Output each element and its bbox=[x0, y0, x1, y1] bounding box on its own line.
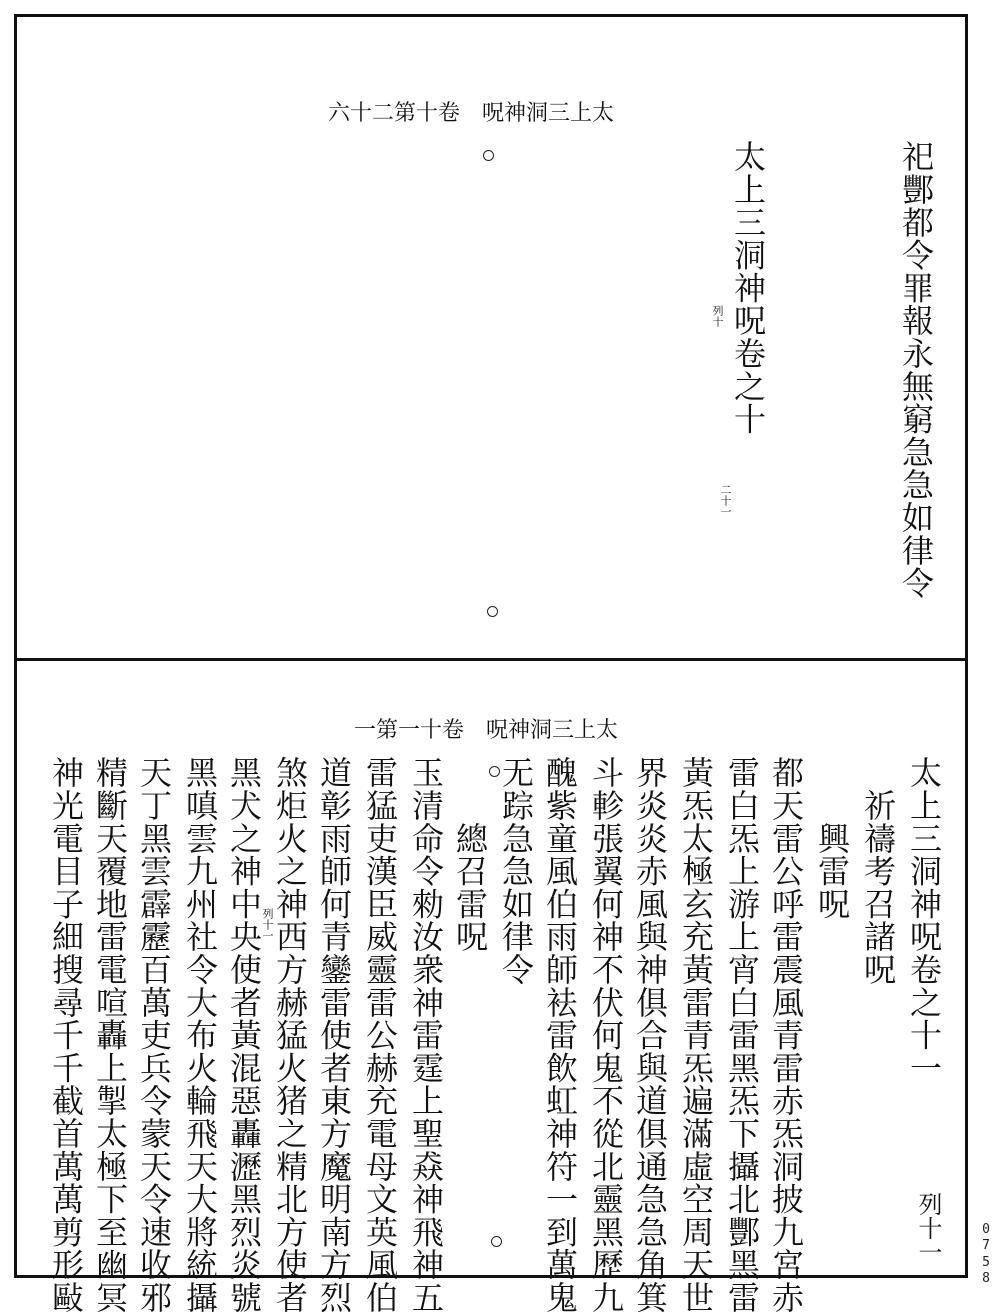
text-column: 天丁黑雲霹靂百萬吏兵令蒙天令速收邪 bbox=[135, 756, 173, 1314]
marginal-mark: 列十 bbox=[711, 305, 724, 327]
punch-hole-mark bbox=[491, 1236, 502, 1247]
text-column: 煞炬火之神西方赫猛火猪之精北方使者 bbox=[271, 756, 309, 1314]
page-number bbox=[978, 1222, 994, 1287]
page-number-digit: 8 bbox=[982, 1270, 990, 1286]
text-column: 黑嗔雲九州社令大布火輪飛天大將統攝 bbox=[181, 756, 219, 1314]
text-column: 无踪急急如律令 bbox=[497, 756, 535, 986]
volume-mark: 列十一 bbox=[914, 1192, 942, 1264]
text-column: 黃炁太極玄充黃雷青炁遍滿虛空周天世 bbox=[677, 756, 715, 1314]
spread-divider bbox=[14, 658, 968, 661]
text-column: 精斷天覆地雷電喧轟上掣太極下至幽冥 bbox=[91, 756, 129, 1314]
page-number-digit: 7 bbox=[982, 1238, 990, 1254]
text-column: 祈禱考召諸呪 bbox=[859, 756, 897, 986]
text-column: 雷白炁上游上宵白雷黑炁下攝北酆黑雷 bbox=[723, 756, 761, 1314]
text-column: 雷猛吏漢臣威靈雷公赫充電母文英風伯 bbox=[361, 756, 399, 1314]
text-column: 祀酆都令罪報永無窮急急如律令 bbox=[897, 140, 935, 600]
page-number-digit: 5 bbox=[982, 1254, 990, 1270]
text-column: 黑犬之神中央使者黃混惡轟瀝黑烈炎號 bbox=[225, 756, 263, 1314]
top-running-header: 六十二第十卷 呪神洞三上太 bbox=[328, 101, 615, 126]
text-column: 都天雷公呼雷震風青雷赤炁洞披九宮赤 bbox=[767, 756, 805, 1314]
text-column: 道彰雨師何青鑾雷使者東方魔明南方烈 bbox=[315, 756, 353, 1314]
page-number-digit: 0 bbox=[982, 1222, 990, 1237]
bottom-running-header: 一第一十卷 呪神洞三上太 bbox=[354, 718, 619, 743]
punch-hole-mark bbox=[487, 606, 498, 617]
text-column: 玉清命令勑汝衆神雷霆上聖猋神飛神五 bbox=[407, 756, 445, 1314]
text-column: 興雷呪 bbox=[813, 756, 851, 920]
text-column: 斗軫張翼何神不伏何鬼不從北靈黑歷九 bbox=[587, 756, 625, 1314]
text-column: 太上三洞神呪卷之十 bbox=[729, 140, 767, 436]
text-column: 界炎炎赤風與神俱合與道俱通急急角箕 bbox=[631, 756, 669, 1314]
gutter-mark: 列十一 bbox=[261, 908, 274, 941]
text-column: 神光電目子細搜尋千千截首萬萬剪形敺 bbox=[47, 756, 85, 1314]
text-column: 醜紫童風伯雨師袪雷飲虹神符一到萬鬼 bbox=[541, 756, 579, 1314]
punch-hole-mark bbox=[483, 150, 494, 161]
fold-number: 二十一 bbox=[719, 484, 732, 517]
text-column: 太上三洞神呪卷之十一 bbox=[905, 756, 943, 1084]
punch-hole-mark bbox=[489, 766, 500, 777]
text-column: 總召雷呪 bbox=[451, 756, 489, 953]
